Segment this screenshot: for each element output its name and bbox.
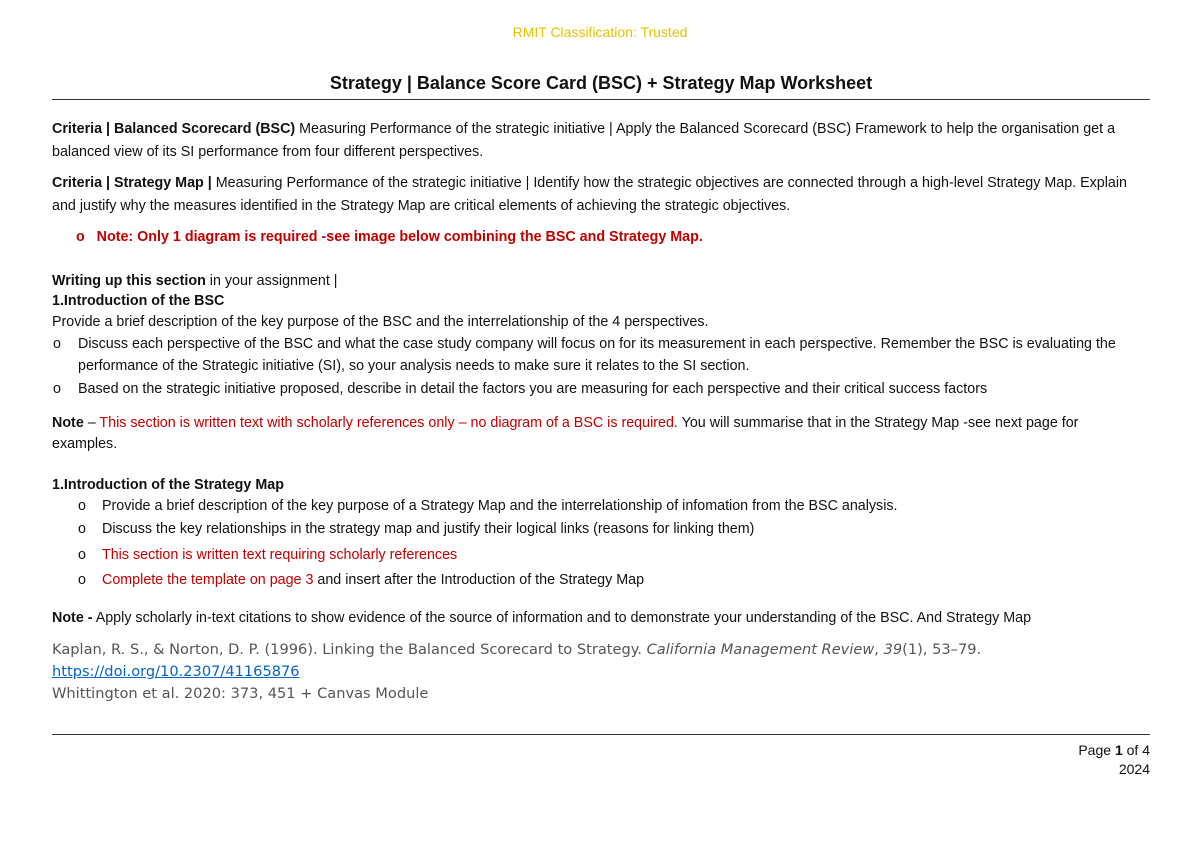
- classification-label: RMIT Classification: Trusted: [512, 24, 688, 40]
- map-bullet-4-rest: and insert after the Introduction of the Strategy Map: [313, 572, 645, 588]
- reference-authors: Kaplan, R. S., & Norton, D. P. (1996). Linking the Balanced Scorecard to Strategy.: [52, 641, 647, 658]
- bsc-intro-desc: Provide a brief description of the key purpose of the BSC and the interrelationship of the 4 perspectives.: [52, 314, 709, 330]
- map-bullet-3: [52, 543, 1142, 568]
- map-bullet-2-text: Discuss the key relationships in the strategy map and justify their logical links (reasons for linking them): [102, 521, 755, 537]
- criteria-bsc-label: Criteria | Balanced Scorecard (BSC): [52, 121, 296, 137]
- bullet-marker-icon: o: [78, 572, 86, 588]
- bullet-marker-icon: o: [78, 521, 86, 537]
- writing-text: in your assignment |: [205, 273, 338, 289]
- criteria-map-text: Measuring Performance of the strategic initiative | Identify how the strategic objectives are connected through a high-level Strategy Map. Explain and justify why the measures identified in the Strategy Map are critical elements of achieving the strategic objectives.: [52, 175, 1127, 214]
- criteria-bsc-paragraph: [52, 118, 1142, 164]
- of-word: of: [1122, 742, 1143, 758]
- reference-sep: ,: [874, 641, 884, 658]
- bsc-bullet-2-text: Based on the strategic initiative proposed, describe in detail the factors you are measuring for each perspective and their critical success factors: [78, 381, 988, 397]
- diagram-note-text: Note: Only 1 diagram is required -see image below combining the BSC and Strategy Map.: [96, 229, 703, 245]
- bullet-marker-icon: o: [53, 381, 61, 397]
- criteria-map-paragraph: [52, 172, 1142, 218]
- bsc-note-dash: –: [83, 415, 100, 431]
- bsc-note-label: Note: [52, 415, 84, 431]
- citation-note: [52, 607, 1142, 629]
- page-counter: [1078, 741, 1150, 760]
- bullet-marker-icon: o: [78, 547, 86, 563]
- page-footer: [1078, 741, 1150, 779]
- reference-volume: 39: [883, 641, 903, 658]
- bsc-bullet-2: [52, 377, 1142, 401]
- page-number: 1: [1114, 742, 1123, 758]
- map-intro-heading: 1.Introduction of the Strategy Map: [52, 477, 284, 493]
- reference-extra: Whittington et al. 2020: 373, 451 + Canvas Module: [52, 685, 429, 702]
- map-bullet-3-text: This section is written text requiring scholarly references: [102, 547, 458, 563]
- map-bullet-4: [52, 568, 1142, 593]
- document-body: [52, 118, 1142, 705]
- map-bullet-1: [52, 495, 1142, 518]
- bsc-note-red: This section is written text with scholarly references only – no diagram of a BSC is required.: [99, 415, 678, 431]
- bsc-note-rest: You will summarise that in the Strategy Map -see next page for examples.: [52, 415, 1079, 452]
- map-bullet-4-red: Complete the template on page 3: [102, 572, 314, 588]
- bullet-marker-icon: o: [53, 336, 61, 352]
- criteria-bsc-text: Measuring Performance of the strategic initiative | Apply the Balanced Scorecard (BSC) Framework to help the organisation get a balanced view of its SI performance from four different perspectives.: [52, 121, 1116, 160]
- footer-year: 2024: [1118, 761, 1150, 777]
- writing-heading: [52, 271, 1142, 291]
- title-divider: [52, 99, 1150, 100]
- bsc-bullet-1-text: Discuss each perspective of the BSC and what the case study company will focus on for its measurement in each perspective. Remember the BSC is evaluating the performance of the Strategic initiative (SI), so your analysis needs to make sure it relates to the SI section.: [78, 336, 1116, 374]
- reference-issue-pages: (1), 53–79.: [902, 641, 982, 658]
- bullet-marker-icon: o: [78, 498, 86, 514]
- footer-divider: [52, 734, 1150, 735]
- criteria-map-label: Criteria | Strategy Map |: [52, 175, 212, 191]
- page-title: Strategy | Balance Score Card (BSC) + Strategy Map Worksheet: [329, 73, 873, 93]
- reference-journal: California Management Review: [646, 641, 875, 658]
- page-word: Page: [1078, 742, 1115, 758]
- writing-label: Writing up this section: [52, 273, 206, 289]
- citation-note-text: Apply scholarly in-text citations to show evidence of the source of information and to demonstrate your understanding of the BSC. And Strategy Map: [92, 610, 1032, 626]
- diagram-note-marker: o: [76, 229, 85, 245]
- reference-block: [52, 639, 1142, 705]
- diagram-note: [52, 226, 1142, 249]
- bsc-bullet-1: [52, 333, 1142, 377]
- bsc-note: [52, 413, 1142, 455]
- reference-doi-line: [52, 661, 1142, 683]
- map-bullet-2: [52, 518, 1142, 541]
- citation-note-label: Note -: [52, 610, 93, 626]
- page-total: 4: [1142, 742, 1150, 758]
- bsc-intro-heading: 1.Introduction of the BSC: [52, 293, 225, 309]
- reference-doi-link[interactable]: https://doi.org/10.2307/41165876: [52, 663, 300, 680]
- map-bullet-1-text: Provide a brief description of the key purpose of a Strategy Map and the interrelationship of infomation from the BSC analysis.: [102, 498, 898, 514]
- reference-citation: [52, 639, 1142, 661]
